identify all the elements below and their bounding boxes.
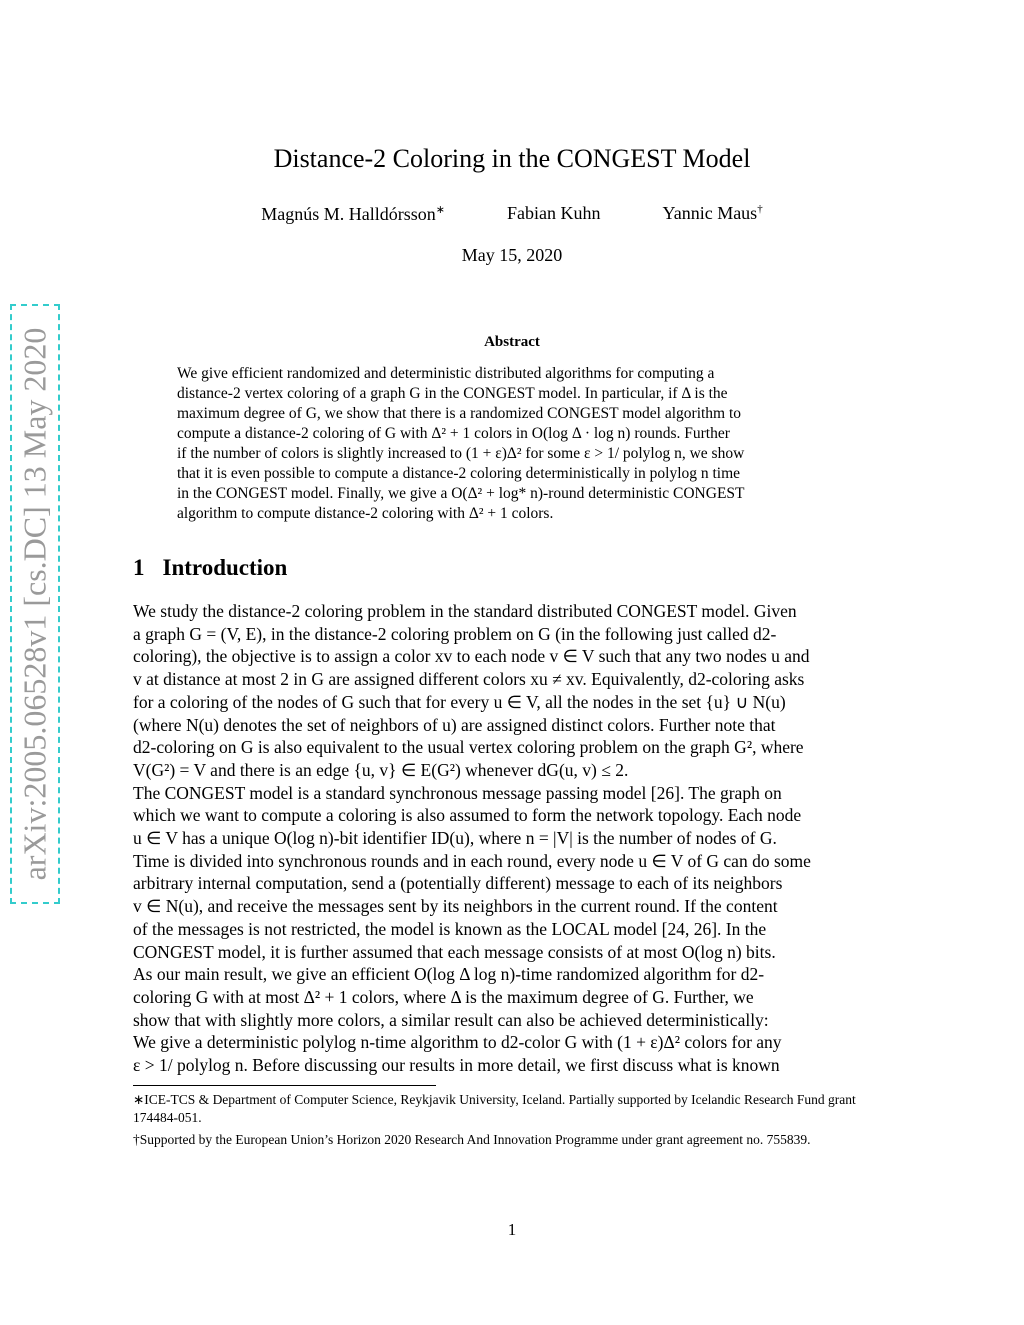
body-line: coloring G with at most Δ² + 1 colors, where Δ is the maximum degree of G. Further, we <box>133 986 754 1007</box>
body-line: for a coloring of the nodes of G such that for every u ∈ V, all the nodes in the set {u} ∪ N(u) <box>133 691 786 712</box>
author-kuhn: Fabian Kuhn <box>507 203 601 223</box>
body-line: We give a deterministic polylog n-time algorithm to d2-color G with (1 + ε)Δ² colors for any <box>133 1032 782 1053</box>
page-number: 1 <box>507 1220 517 1239</box>
body-line: which we want to compute a coloring is also assumed to form the network topology. Each node <box>133 805 802 826</box>
abstract-line: if the number of colors is slightly increased to (1 + ε)Δ² for some ε > 1/ polylog n, we show <box>177 445 745 462</box>
abstract-heading: Abstract <box>484 334 540 350</box>
body-line: (where N(u) denotes the set of neighbors of u) are assigned distinct colors. Further note that <box>133 714 776 735</box>
abstract-line: maximum degree of G, we show that there is a randomized CONGEST model algorithm to <box>177 405 742 422</box>
introduction-body <box>133 600 893 1077</box>
footnote-rule <box>133 1085 436 1086</box>
body-line: arbitrary internal computation, send a (potentially different) message to each of its neighbors <box>133 873 783 894</box>
author-list <box>0 203 1024 225</box>
abstract-body <box>177 364 847 524</box>
arxiv-stamp <box>10 304 60 904</box>
body-line: V(G²) = V and there is an edge {u, v} ∈ E(G²) whenever dG(u, v) ≤ 2. <box>133 759 629 780</box>
author-maus: Yannic Maus† <box>662 203 763 223</box>
body-line: ε > 1/ polylog n. Before discussing our results in more detail, we first discuss what is known <box>133 1055 780 1076</box>
section-number: 1 <box>133 555 145 580</box>
body-line: As our main result, we give an efficient O(log Δ log n)-time randomized algorithm for d2- <box>133 964 765 985</box>
body-line: We study the distance-2 coloring problem in the standard distributed CONGEST model. Given <box>133 601 797 621</box>
footnote-funding: †Supported by the European Union’s Horizon 2020 Research And Innovation Programme under grant agreement no. 755839. <box>133 1132 811 1147</box>
body-line: Time is divided into synchronous rounds and in each round, every node u ∈ V of G can do some <box>133 850 811 871</box>
section-heading-introduction <box>133 555 287 581</box>
section-title: Introduction <box>162 555 288 580</box>
footnote-mark-star: ∗ <box>435 204 446 216</box>
body-line: of the messages is not restricted, the model is known as the LOCAL model [24, 26]. In the <box>133 918 767 939</box>
body-line: show that with slightly more colors, a similar result can also be achieved deterministically: <box>133 1009 769 1030</box>
abstract-line: that it is even possible to compute a distance-2 coloring deterministically in polylog n time <box>177 465 741 482</box>
body-line: The CONGEST model is a standard synchronous message passing model [26]. The graph on <box>133 782 782 803</box>
body-line: v at distance at most 2 in G are assigned different colors xu ≠ xv. Equivalently, d2-coloring asks <box>133 669 805 690</box>
abstract-line: in the CONGEST model. Finally, we give a O(Δ² + log* n)-round deterministic CONGEST <box>177 485 745 502</box>
footnotes <box>133 1091 893 1153</box>
footnote-affiliation: ∗ICE-TCS & Department of Computer Science, Reykjavik University, Iceland. Partially supported by Icelandic Research Fund grant 174484-051. <box>133 1092 856 1125</box>
abstract-line: distance-2 vertex coloring of a graph G in the CONGEST model. In particular, if Δ is the <box>177 385 728 402</box>
paper-title: Distance-2 Coloring in the CONGEST Model <box>273 144 751 173</box>
body-line: u ∈ V has a unique O(log n)-bit identifier ID(u), where n = |V| is the number of nodes of G. <box>133 828 777 849</box>
body-line: CONGEST model, it is further assumed that each message consists of at most O(log n) bits. <box>133 941 776 962</box>
footnote-mark-dagger: † <box>757 203 763 215</box>
abstract-line: algorithm to compute distance-2 coloring with Δ² + 1 colors. <box>177 505 554 522</box>
arxiv-stamp-text: arXiv:2005.06528v1 [cs.DC] 13 May 2020 <box>16 327 53 881</box>
author-halldorsson: Magnús M. Halldórsson∗ <box>261 204 446 224</box>
body-line: coloring), the objective is to assign a color xv to each node v ∈ V such that any two nodes u and <box>133 646 810 667</box>
body-line: d2-coloring on G is also equivalent to the usual vertex coloring problem on the graph G², where <box>133 737 804 758</box>
abstract-line: compute a distance-2 coloring of G with Δ² + 1 colors in O(log Δ · log n) rounds. Further <box>177 425 730 442</box>
paper-date: May 15, 2020 <box>461 245 563 265</box>
body-line: v ∈ N(u), and receive the messages sent by its neighbors in the current round. If the content <box>133 896 778 917</box>
body-line: a graph G = (V, E), in the distance-2 coloring problem on G (in the following just called d2- <box>133 623 777 644</box>
abstract-line: We give efficient randomized and deterministic distributed algorithms for computing a <box>177 365 715 382</box>
